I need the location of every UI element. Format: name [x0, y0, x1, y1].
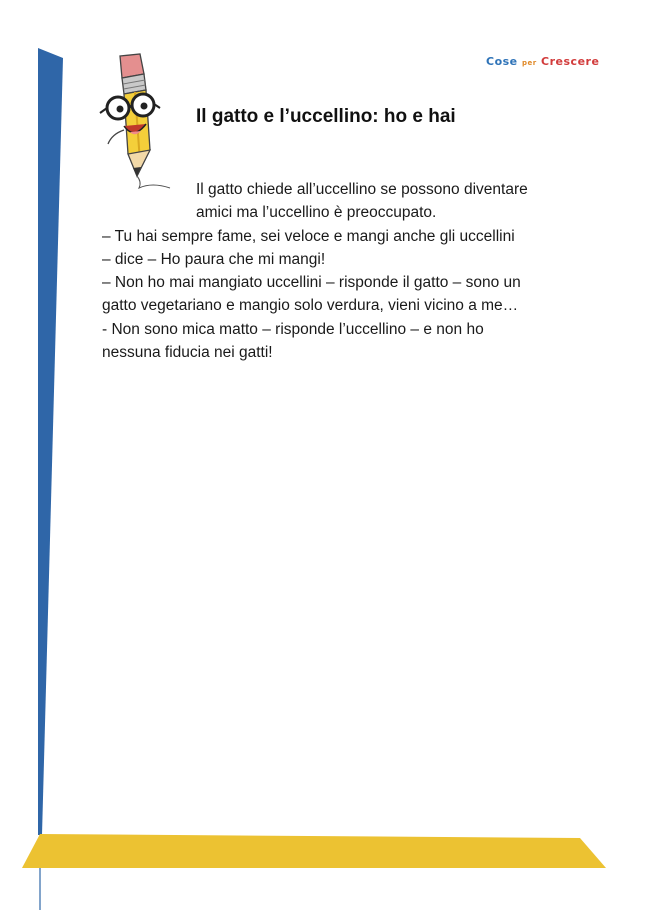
story-line: gatto vegetariano e mangio solo verdura, vieni vicino a me… — [102, 297, 519, 315]
story-text — [102, 178, 622, 364]
story-line: - Non sono mica matto – risponde l’uccellino – e non ho — [102, 320, 484, 338]
story-line: – Tu hai sempre fame, sei veloce e mangi anche gli uccellini — [102, 227, 515, 245]
logo-part-cose: Cose — [486, 55, 518, 68]
site-logo — [486, 50, 606, 74]
yellow-bottom-bar — [22, 834, 606, 868]
story-line: – dice – Ho paura che mi mangi! — [102, 250, 326, 268]
story-line: amici ma l’uccellino è preoccupato. — [196, 204, 437, 222]
logo-part-crescere: Crescere — [541, 55, 600, 68]
page-title: Il gatto e l’uccellino: ho e hai — [196, 106, 456, 127]
logo-part-per: per — [521, 59, 537, 67]
blue-side-bar — [38, 48, 63, 835]
story-line: nessuna fiducia nei gatti! — [102, 344, 273, 362]
story-line: – Non ho mai mangiato uccellini – risponde il gatto – sono un — [102, 274, 521, 292]
story-line: Il gatto chiede all’uccellino se possono diventare — [196, 181, 528, 198]
